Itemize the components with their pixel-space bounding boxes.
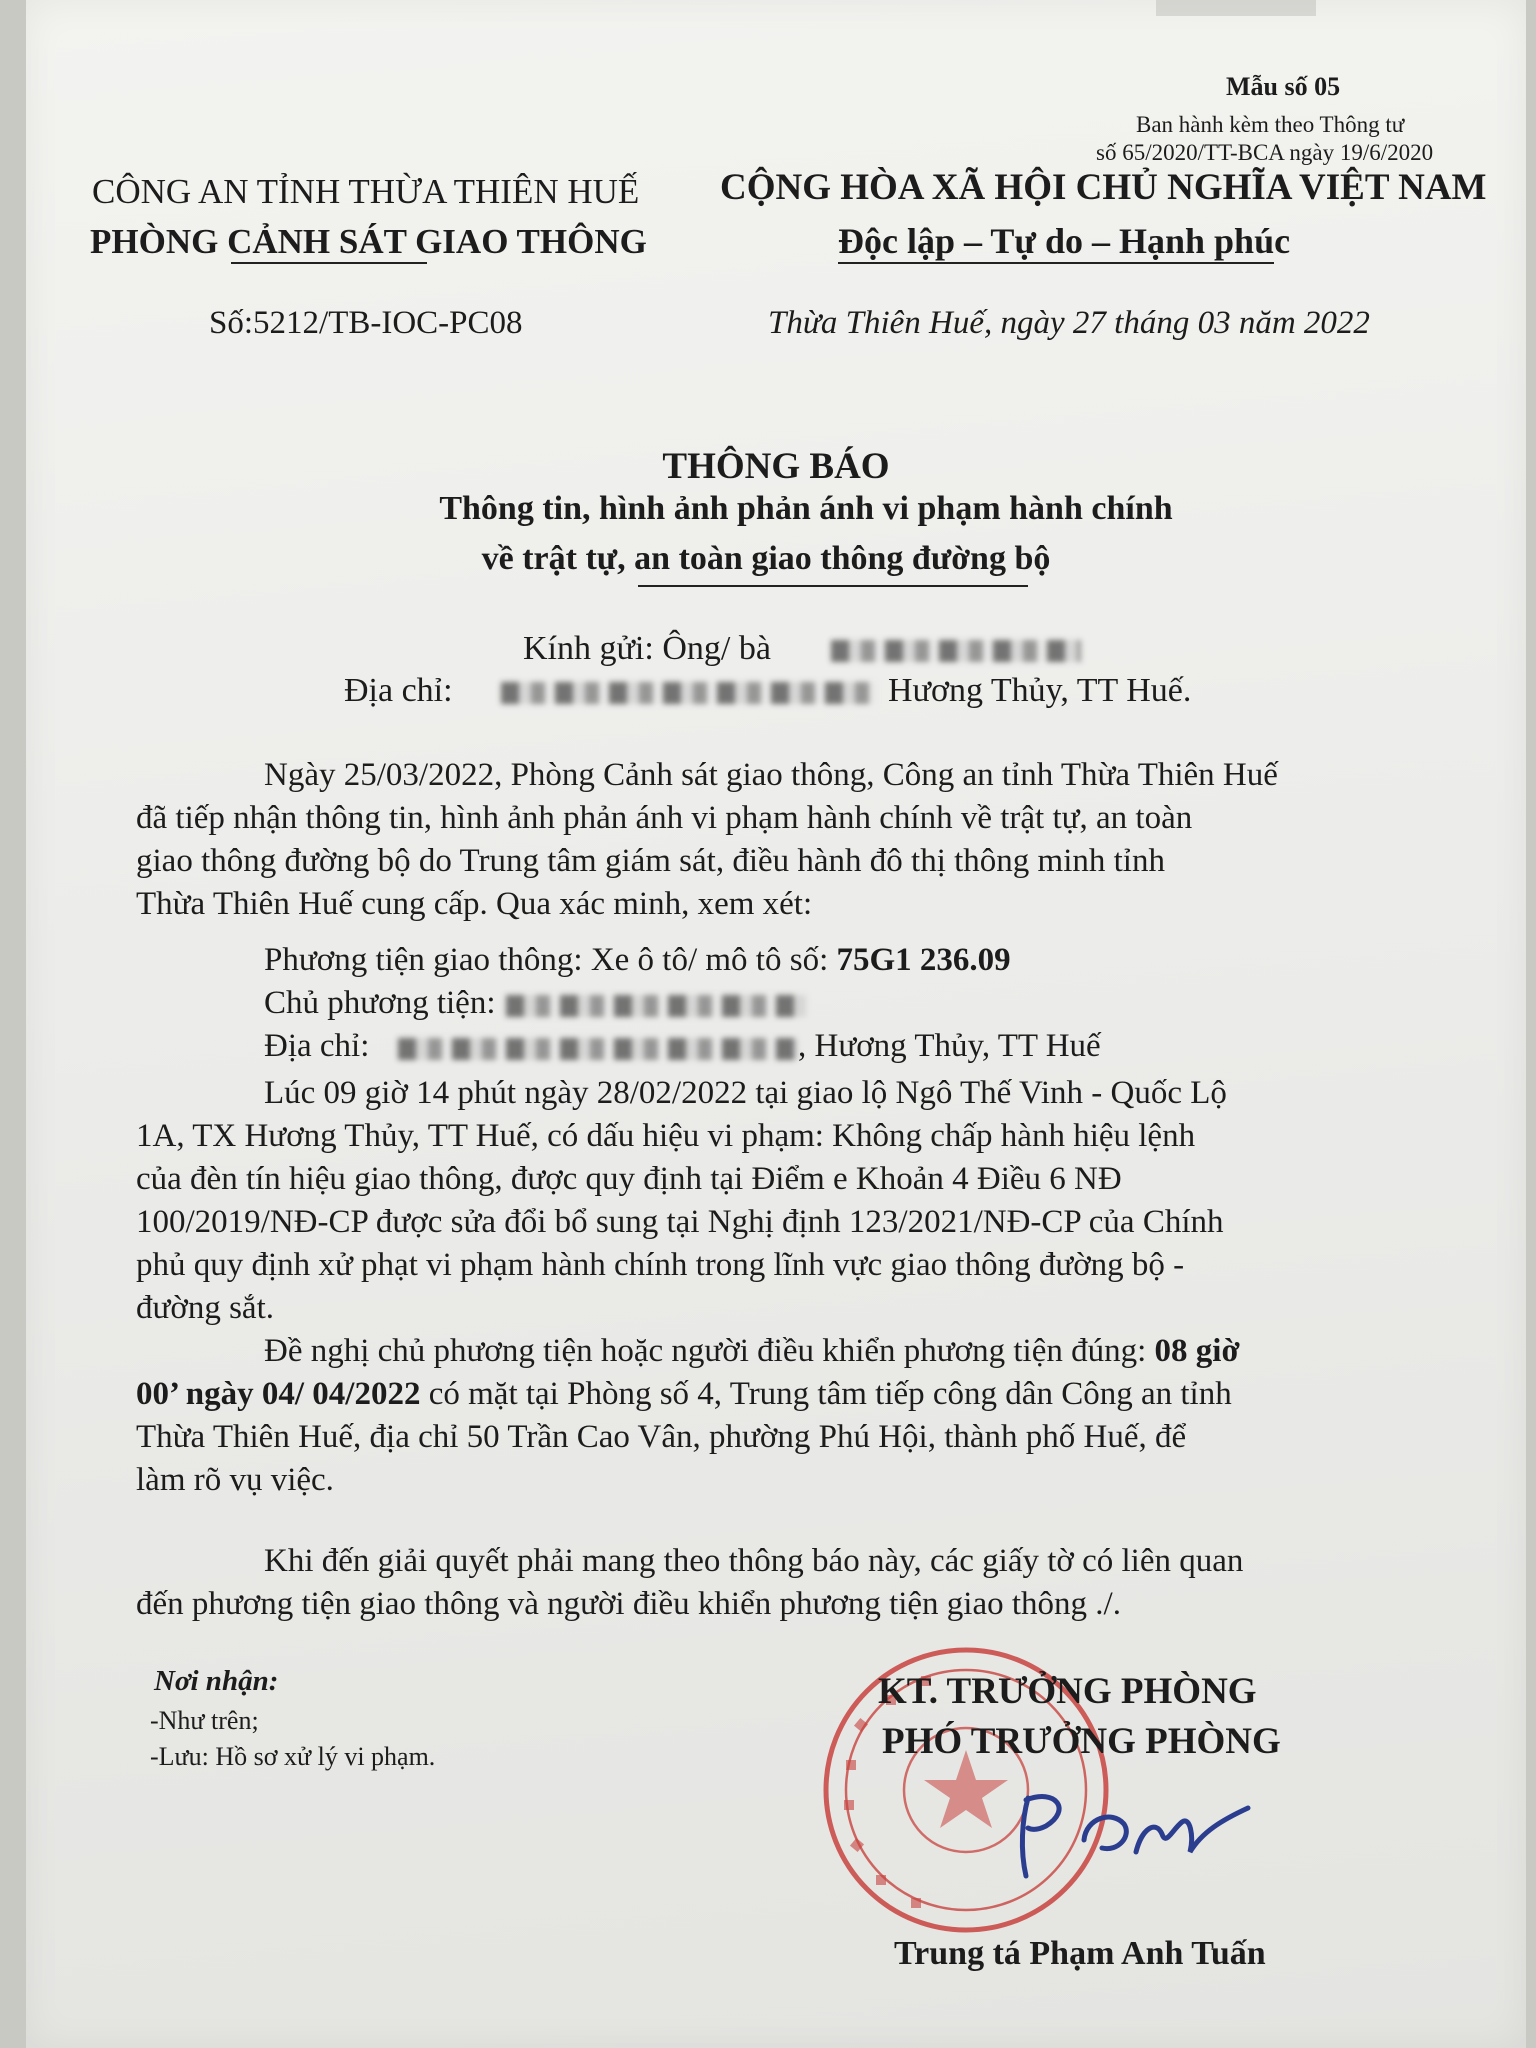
owner-address-end: , Hương Thủy, TT Huế (798, 1028, 1101, 1064)
form-note-line2: số 65/2020/TT-BCA ngày 19/6/2020 (1096, 140, 1434, 165)
owner-address-label: Địa chỉ: (264, 1028, 370, 1064)
signer-name: Trung tá Phạm Anh Tuấn (894, 1935, 1266, 1972)
p4-line-2: đến phương tiện giao thông và người điều khiển phương tiện giao thông ./. (136, 1586, 1121, 1622)
subtitle-underline (638, 585, 1028, 587)
recipient-address-label: Địa chỉ: (344, 672, 453, 709)
motto-underline (838, 262, 1274, 264)
owner-label: Chủ phương tiện: (264, 985, 496, 1021)
paragraph-4 (136, 1540, 1496, 1626)
p3-line-4: làm rõ vụ việc. (136, 1462, 334, 1498)
document-page (26, 0, 1526, 2048)
national-motto: Độc lập – Tự do – Hạnh phúc (838, 221, 1291, 261)
p1-line-3: giao thông đường bộ do Trung tâm giám sát, điều hành đô thị thông minh tỉnh (136, 843, 1165, 879)
redacted-recipient-name (831, 640, 1081, 662)
p2-line-1: Lúc 09 giờ 14 phút ngày 28/02/2022 tại giao lộ Ngô Thế Vinh - Quốc Lộ (264, 1075, 1227, 1111)
p4-line-1: Khi đến giải quyết phải mang theo thông báo này, các giấy tờ có liên quan (264, 1543, 1244, 1579)
document-subtitle-2: về trật tự, an toàn giao thông đường bộ (481, 540, 1051, 577)
p3-line-2 (136, 1373, 1496, 1416)
vehicle-line (264, 942, 1011, 979)
department-underline (231, 262, 427, 264)
receivers-line-2: -Lưu: Hồ sơ xử lý vi phạm. (150, 1742, 436, 1771)
signer-authority-line-1: KT. TRƯỞNG PHÒNG (878, 1671, 1257, 1712)
redacted-owner-name (506, 995, 806, 1017)
p3-rest: có mặt tại Phòng số 4, Trung tâm tiếp công dân Công an tỉnh (428, 1376, 1232, 1412)
document-subtitle-1: Thông tin, hình ảnh phản ánh vi phạm hành chính (439, 490, 1173, 527)
p3-start: Đề nghị chủ phương tiện hoặc người điều khiển phương tiện đúng: (264, 1333, 1147, 1369)
receivers-title: Nơi nhận: (154, 1665, 279, 1697)
p2-line-5: phủ quy định xử phạt vi phạm hành chính trong lĩnh vực giao thông đường bộ - (136, 1247, 1185, 1283)
appointment-time-hour: 08 giờ (1154, 1333, 1240, 1369)
appointment-date: 00’ ngày 04/ 04/2022 (136, 1376, 421, 1412)
p3-line-1 (136, 1330, 1496, 1373)
paragraph-1 (136, 754, 1496, 926)
recipient-address-end: Hương Thủy, TT Huế. (888, 672, 1192, 709)
recipient-greeting: Kính gửi: Ông/ bà (523, 630, 771, 667)
vehicle-plate: 75G1 236.09 (836, 942, 1011, 978)
form-note-line1: Ban hành kèm theo Thông tư (1136, 112, 1405, 137)
edge-shadow (1156, 0, 1316, 16)
p2-line-6: đường sắt. (136, 1290, 274, 1326)
national-title: CỘNG HÒA XÃ HỘI CHỦ NGHĨA VIỆT NAM (720, 167, 1487, 208)
document-title: THÔNG BÁO (662, 446, 890, 487)
p1-line-1: Ngày 25/03/2022, Phòng Cảnh sát giao thông, Công an tỉnh Thừa Thiên Huế (264, 757, 1278, 793)
redacted-owner-address (398, 1038, 798, 1060)
receivers-line-1: -Như trên; (150, 1706, 259, 1735)
paragraph-3 (136, 1330, 1496, 1502)
form-number: Mẫu số 05 (1226, 72, 1341, 101)
p2-line-4: 100/2019/NĐ-CP được sửa đổi bổ sung tại Nghị định 123/2021/NĐ-CP của Chính (136, 1204, 1224, 1240)
p1-line-2: đã tiếp nhận thông tin, hình ảnh phản ánh vi phạm hành chính về trật tự, an toàn (136, 800, 1193, 836)
vehicle-label: Phương tiện giao thông: Xe ô tô/ mô tô số: (264, 942, 829, 978)
place-and-date: Thừa Thiên Huế, ngày 27 tháng 03 năm 2022 (768, 305, 1370, 341)
handwritten-signature (986, 1780, 1266, 1890)
p1-line-4: Thừa Thiên Huế cung cấp. Qua xác minh, xem xét: (136, 886, 813, 922)
issuing-department: PHÒNG CẢNH SÁT GIAO THÔNG (90, 222, 647, 261)
signer-authority-line-2: PHÓ TRƯỞNG PHÒNG (882, 1721, 1281, 1762)
redacted-recipient-address (501, 682, 876, 704)
document-number: Số:5212/TB-IOC-PC08 (209, 305, 523, 341)
p3-line-3: Thừa Thiên Huế, địa chỉ 50 Trần Cao Vân, phường Phú Hội, thành phố Huế, để (136, 1419, 1187, 1455)
issuing-authority: CÔNG AN TỈNH THỪA THIÊN HUẾ (92, 172, 640, 211)
p2-line-2: 1A, TX Hương Thủy, TT Huế, có dấu hiệu vi phạm: Không chấp hành hiệu lệnh (136, 1118, 1196, 1154)
p2-line-3: của đèn tín hiệu giao thông, được quy định tại Điểm e Khoản 4 Điều 6 NĐ (136, 1161, 1122, 1197)
paragraph-2 (136, 1072, 1496, 1330)
